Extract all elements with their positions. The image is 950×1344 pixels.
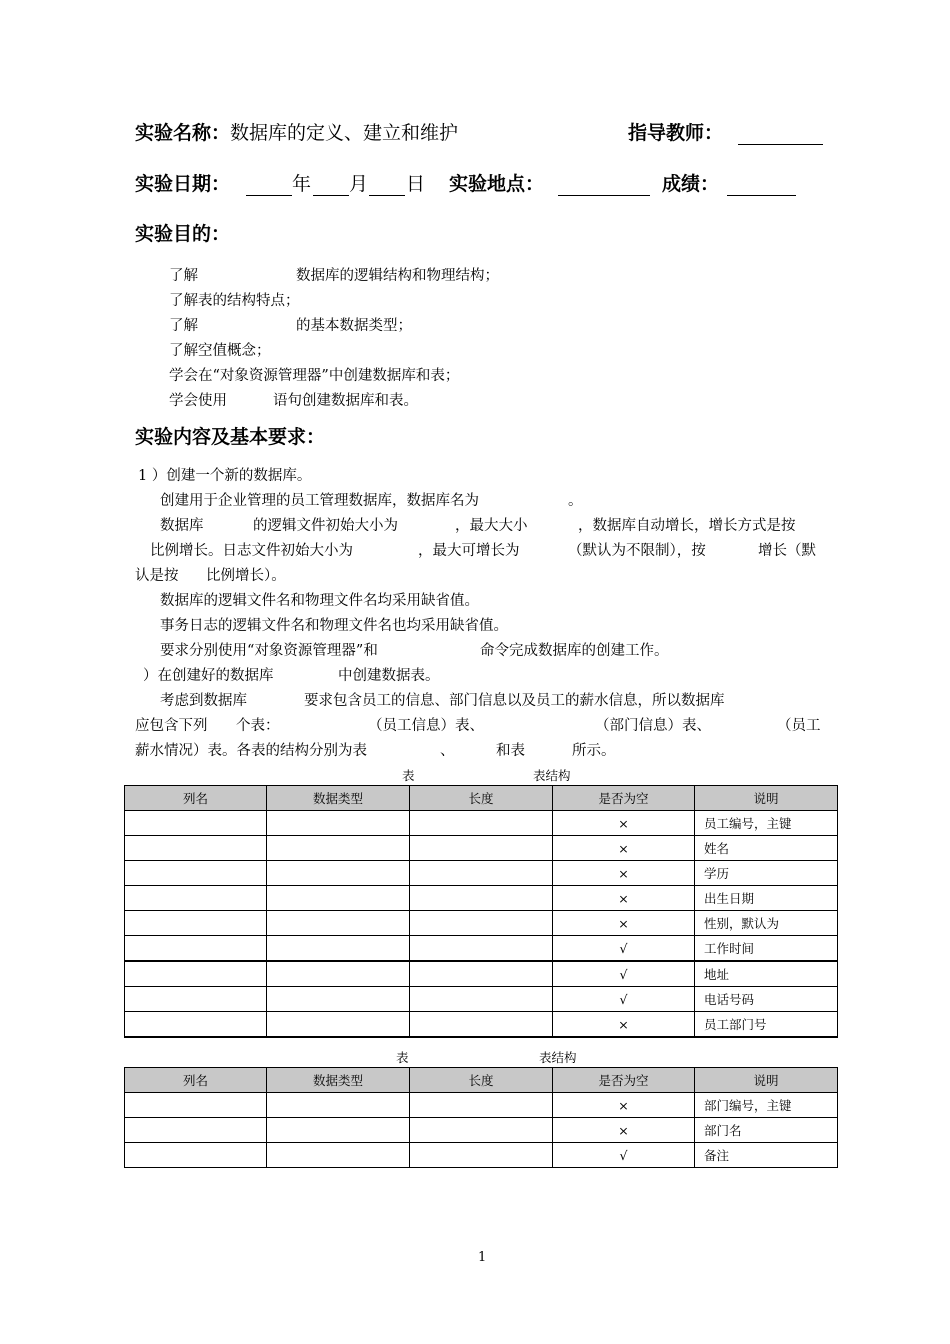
experiment-name-label: 实验名称： [135,122,231,144]
description-cell: 员工编号，主键 [695,811,838,836]
content-line: 命令完成数据库的创建工作。 [480,643,669,659]
purpose-heading: 实验目的： [135,223,231,245]
table-row [125,1118,838,1143]
content-line: ，最大大小 [455,518,528,534]
content-line: 认是按 [135,568,179,584]
content-line: （员工信息）表、 [368,718,484,734]
content-line: （员工 [777,718,821,734]
content-line: 事务日志的逻辑文件名和物理文件名也均采用缺省值。 [160,618,508,634]
table-row [125,911,838,936]
experiment-name-value: 数据库的定义、建立和维护 [230,122,459,144]
table-row [125,1012,838,1038]
nullable-cell: × [553,1093,695,1118]
content-line: （部门信息）表、 [595,718,711,734]
purpose-item: 学会在“对象资源管理器”中创建数据库和表； [169,368,460,384]
purpose-item: 学会使用 [169,393,227,409]
nullable-cell: × [553,886,695,911]
table-row [125,987,838,1012]
nullable-cell: × [553,1118,695,1143]
nullable-cell: √ [553,987,695,1012]
content-line: 。 [568,493,583,509]
table-row [125,861,838,886]
content-line: 创建用于企业管理的员工管理数据库，数据库名为 [160,493,479,509]
purpose-item: 了解空值概念； [169,343,271,359]
date-label: 实验日期： [135,173,231,195]
table-row [125,811,838,836]
nullable-cell: × [553,861,695,886]
description-cell: 电话号码 [695,987,838,1012]
content-line: 1 ）创建一个新的数据库。 [138,468,312,484]
content-line: 数据库的逻辑文件名和物理文件名均采用缺省值。 [160,593,479,609]
nullable-cell: √ [553,1143,695,1168]
content-line: 增长（默 [758,543,816,559]
content-line: 薪水情况）表。各表的结构分别为表 [135,743,367,759]
content-line: 所示。 [572,743,616,759]
description-cell: 学历 [695,861,838,886]
content-line: ）在创建好的数据库 [143,668,274,684]
table2-caption: 表结构 [539,1050,577,1065]
content-line: 、 [440,743,455,759]
table2-caption-prefix: 表 [396,1050,409,1065]
nullable-cell: √ [553,961,695,987]
year-blank [246,195,292,196]
table-row [125,1093,838,1118]
column-header: 说明 [695,786,838,811]
description-cell: 员工部门号 [695,1012,838,1038]
column-header: 说明 [695,1068,838,1093]
column-header: 列名 [125,1068,267,1093]
nullable-cell: × [553,836,695,861]
month-blank [313,195,349,196]
content-line: 要求包含员工的信息、部门信息以及员工的薪水信息，所以数据库 [304,693,725,709]
table-row [125,961,838,987]
month-label: 月 [349,173,369,195]
employee-table [124,785,838,1038]
score-label: 成绩： [662,173,720,195]
purpose-item: 了解 [169,268,198,284]
column-header: 是否为空 [553,1068,695,1093]
table-row [125,886,838,911]
description-cell: 出生日期 [695,886,838,911]
description-cell: 部门编号，主键 [695,1093,838,1118]
description-cell: 备注 [695,1143,838,1168]
day-label: 日 [406,173,426,195]
column-header: 长度 [410,786,553,811]
content-line: 要求分别使用“对象资源管理器”和 [160,643,378,659]
column-header: 长度 [410,1068,553,1093]
table1-caption: 表结构 [533,768,571,783]
content-line: 应包含下列 [135,718,208,734]
nullable-cell: × [553,1012,695,1038]
content-heading: 实验内容及基本要求： [135,426,326,448]
table1-caption-prefix: 表 [402,768,415,783]
page-number: 1 [478,1250,487,1265]
description-cell: 部门名 [695,1118,838,1143]
content-line: 的逻辑文件初始大小为 [253,518,398,534]
column-header: 数据类型 [267,1068,410,1093]
nullable-cell: × [553,811,695,836]
day-blank [369,195,405,196]
content-line: ，最大可增长为 [418,543,520,559]
place-blank [558,195,650,196]
table-row [125,836,838,861]
description-cell: 姓名 [695,836,838,861]
content-line: 个表： [236,718,280,734]
teacher-label: 指导教师： [628,122,724,144]
purpose-item: 的基本数据类型； [296,318,412,334]
place-label: 实验地点： [449,173,545,195]
table-row [125,936,838,962]
description-cell: 工作时间 [695,936,838,962]
nullable-cell: √ [553,936,695,962]
content-line: ，数据库自动增长，增长方式是按 [578,518,796,534]
purpose-item: 了解 [169,318,198,334]
nullable-cell: × [553,911,695,936]
content-line: 比例增长。日志文件初始大小为 [150,543,353,559]
content-line: 中创建数据表。 [338,668,440,684]
teacher-blank [738,144,823,145]
column-header: 数据类型 [267,786,410,811]
content-line: 考虑到数据库 [160,693,247,709]
purpose-item: 数据库的逻辑结构和物理结构； [296,268,499,284]
department-table [124,1067,838,1168]
content-line: （默认为不限制），按 [568,543,706,559]
score-blank [727,195,796,196]
content-line: 数据库 [160,518,204,534]
column-header: 列名 [125,786,267,811]
purpose-item: 语句创建数据库和表。 [273,393,418,409]
table-row [125,1143,838,1168]
content-line: 和表 [496,743,525,759]
description-cell: 地址 [695,961,838,987]
content-line: 比例增长）。 [206,568,286,584]
purpose-item: 了解表的结构特点； [169,293,300,309]
year-label: 年 [292,173,312,195]
column-header: 是否为空 [553,786,695,811]
description-cell: 性别，默认为 [695,911,838,936]
